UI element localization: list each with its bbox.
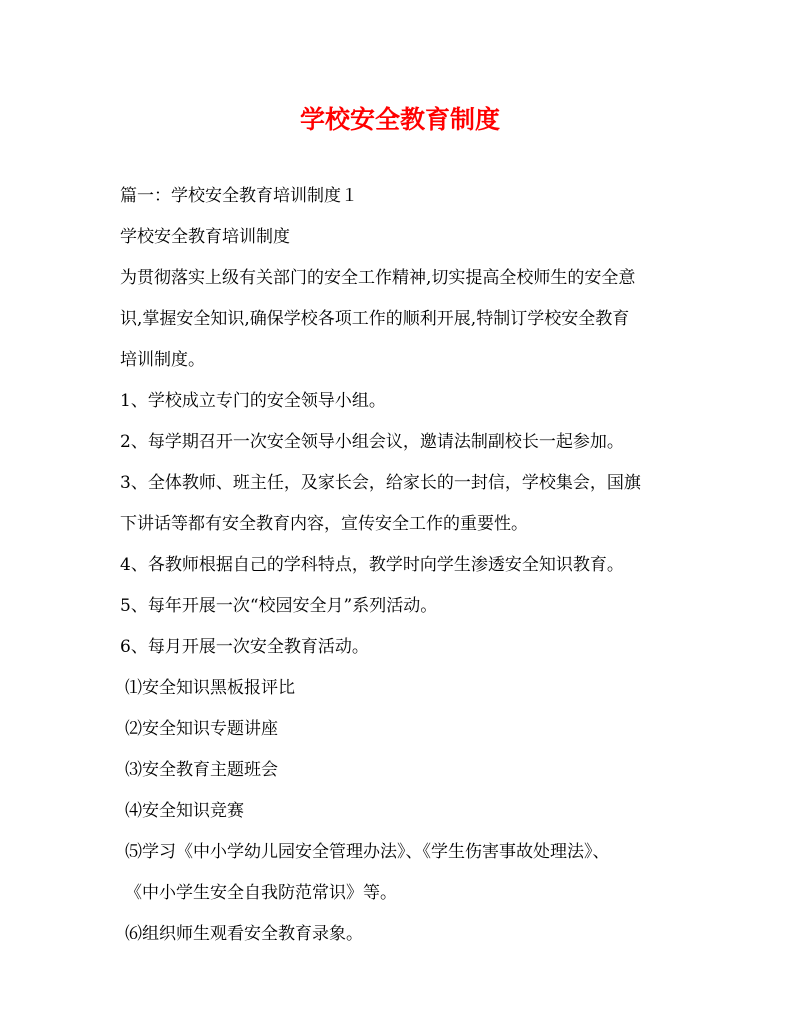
list-item: 1、学校成立专门的安全领导小组。: [120, 391, 386, 411]
list-item: 4、各教师根据自己的学科特点，教学时向学生渗透安全知识教育。: [120, 555, 624, 575]
sub-list-item-continuation: 《中小学生安全自我防范常识》等。: [125, 883, 397, 903]
list-item: 2、每学期召开一次安全领导小组会议，邀请法制副校长一起参加。: [120, 432, 624, 452]
paragraph-line: 为贯彻落实上级有关部门的安全工作精神,切实提高全校师生的安全意: [120, 268, 636, 288]
list-item: 5、每年开展一次“校园安全月”系列活动。: [120, 596, 438, 616]
subsection-heading: 学校安全教育培训制度: [120, 227, 290, 247]
document-body: [120, 176, 690, 955]
sub-list-item: ⑷安全知识竞赛: [125, 801, 244, 821]
section-heading: 篇一：学校安全教育培训制度１: [120, 186, 358, 206]
paragraph-line: 识,掌握安全知识,确保学校各项工作的顺利开展,特制订学校安全教育: [120, 309, 630, 329]
sub-list-item: ⑶安全教育主题班会: [125, 760, 278, 780]
document-title: 学校安全教育制度: [299, 105, 500, 134]
paragraph-line: 培训制度。: [120, 350, 205, 370]
list-item: 6、每月开展一次安全教育活动。: [120, 637, 369, 657]
list-item: 3、全体教师、班主任，及家长会，给家长的一封信，学校集会，国旗: [120, 473, 641, 493]
sub-list-item: ⑹组织师生观看安全教育录象。: [125, 924, 363, 944]
sub-list-item: ⑵安全知识专题讲座: [125, 719, 278, 739]
sub-list-item: ⑸学习《中小学幼儿园安全管理办法》、《学生伤害事故处理法》、: [125, 842, 610, 862]
list-item-continuation: 下讲话等都有安全教育内容，宣传安全工作的重要性。: [120, 514, 528, 534]
sub-list-item: ⑴安全知识黑板报评比: [125, 678, 295, 698]
